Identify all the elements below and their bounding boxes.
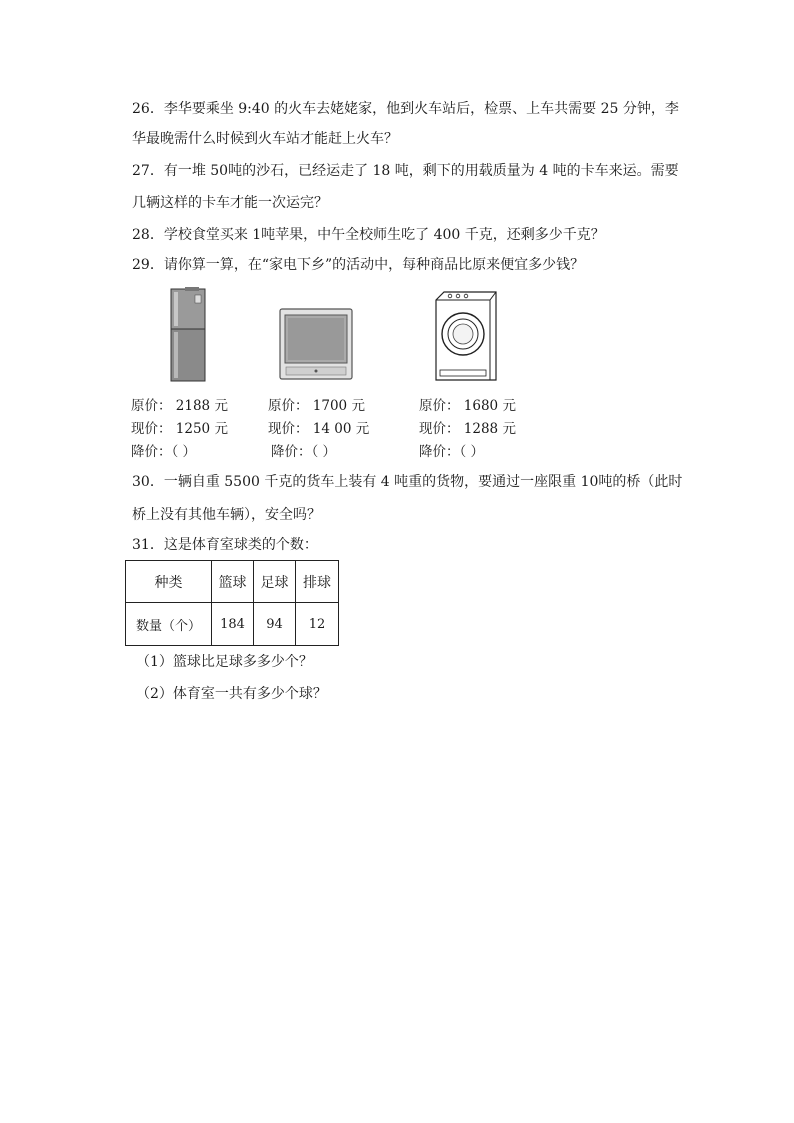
question-27-line-2: 几辆这样的卡车才能一次运完？ <box>132 195 328 211</box>
question-30-line-1: 30．一辆自重 5500 千克的货车上装有 4 吨重的货物，要通过一座限重 10吨的桥（此时 <box>132 474 683 490</box>
table-cell: 184 <box>212 603 254 646</box>
washing-machine-current-price: 现价： 1288 元 <box>419 421 516 437</box>
refrigerator-original-price: 原价： 2188 元 <box>131 398 228 414</box>
question-31-part-1: （1）篮球比足球多多少个？ <box>136 654 313 670</box>
question-31-part-2: （2）体育室一共有多少个球？ <box>136 686 327 702</box>
table-cell: 数量（个） <box>126 603 212 646</box>
ball-count-table <box>125 560 339 646</box>
washing-machine-discount: 降价：（ ） <box>419 444 485 460</box>
television-original-price: 原价： 1700 元 <box>268 398 365 414</box>
question-26-line-2: 华最晚需什么时候到火车站才能赶上火车？ <box>132 131 398 147</box>
table-cell: 12 <box>296 603 339 646</box>
table-cell: 94 <box>254 603 296 646</box>
question-29: 29．请你算一算，在“家电下乡”的活动中，每种商品比原来便宜多少钱？ <box>132 257 585 273</box>
table-header-cell: 种类 <box>126 561 212 603</box>
table-row <box>126 603 339 646</box>
washing-machine-original-price: 原价： 1680 元 <box>419 398 516 414</box>
question-26-line-1: 26．李华要乘坐 9:40 的火车去姥姥家，他到火车站后，检票、上车共需要 25 分钟，李 <box>132 101 679 117</box>
refrigerator-discount: 降价：（ ） <box>131 444 197 460</box>
television-current-price: 现价： 14 00 元 <box>268 421 370 437</box>
television-icon <box>278 305 354 383</box>
question-30-line-2: 桥上没有其他车辆），安全吗？ <box>132 507 321 523</box>
table-header-row <box>126 561 339 603</box>
question-28: 28．学校食堂买来 1吨苹果，中午全校师生吃了 400 千克，还剩多少千克？ <box>132 227 605 243</box>
table-header-cell: 足球 <box>254 561 296 603</box>
washing-machine-icon <box>430 290 500 384</box>
television-discount: 降价：（ ） <box>271 444 337 460</box>
table-header-cell: 排球 <box>296 561 339 603</box>
question-31: 31．这是体育室球类的个数： <box>132 537 318 553</box>
question-27-line-1: 27．有一堆 50吨的沙石，已经运走了 18 吨，剩下的用载质量为 4 吨的卡车来运。需要 <box>132 163 679 179</box>
table-header-cell: 篮球 <box>212 561 254 603</box>
refrigerator-current-price: 现价： 1250 元 <box>131 421 228 437</box>
refrigerator-icon <box>165 285 211 383</box>
